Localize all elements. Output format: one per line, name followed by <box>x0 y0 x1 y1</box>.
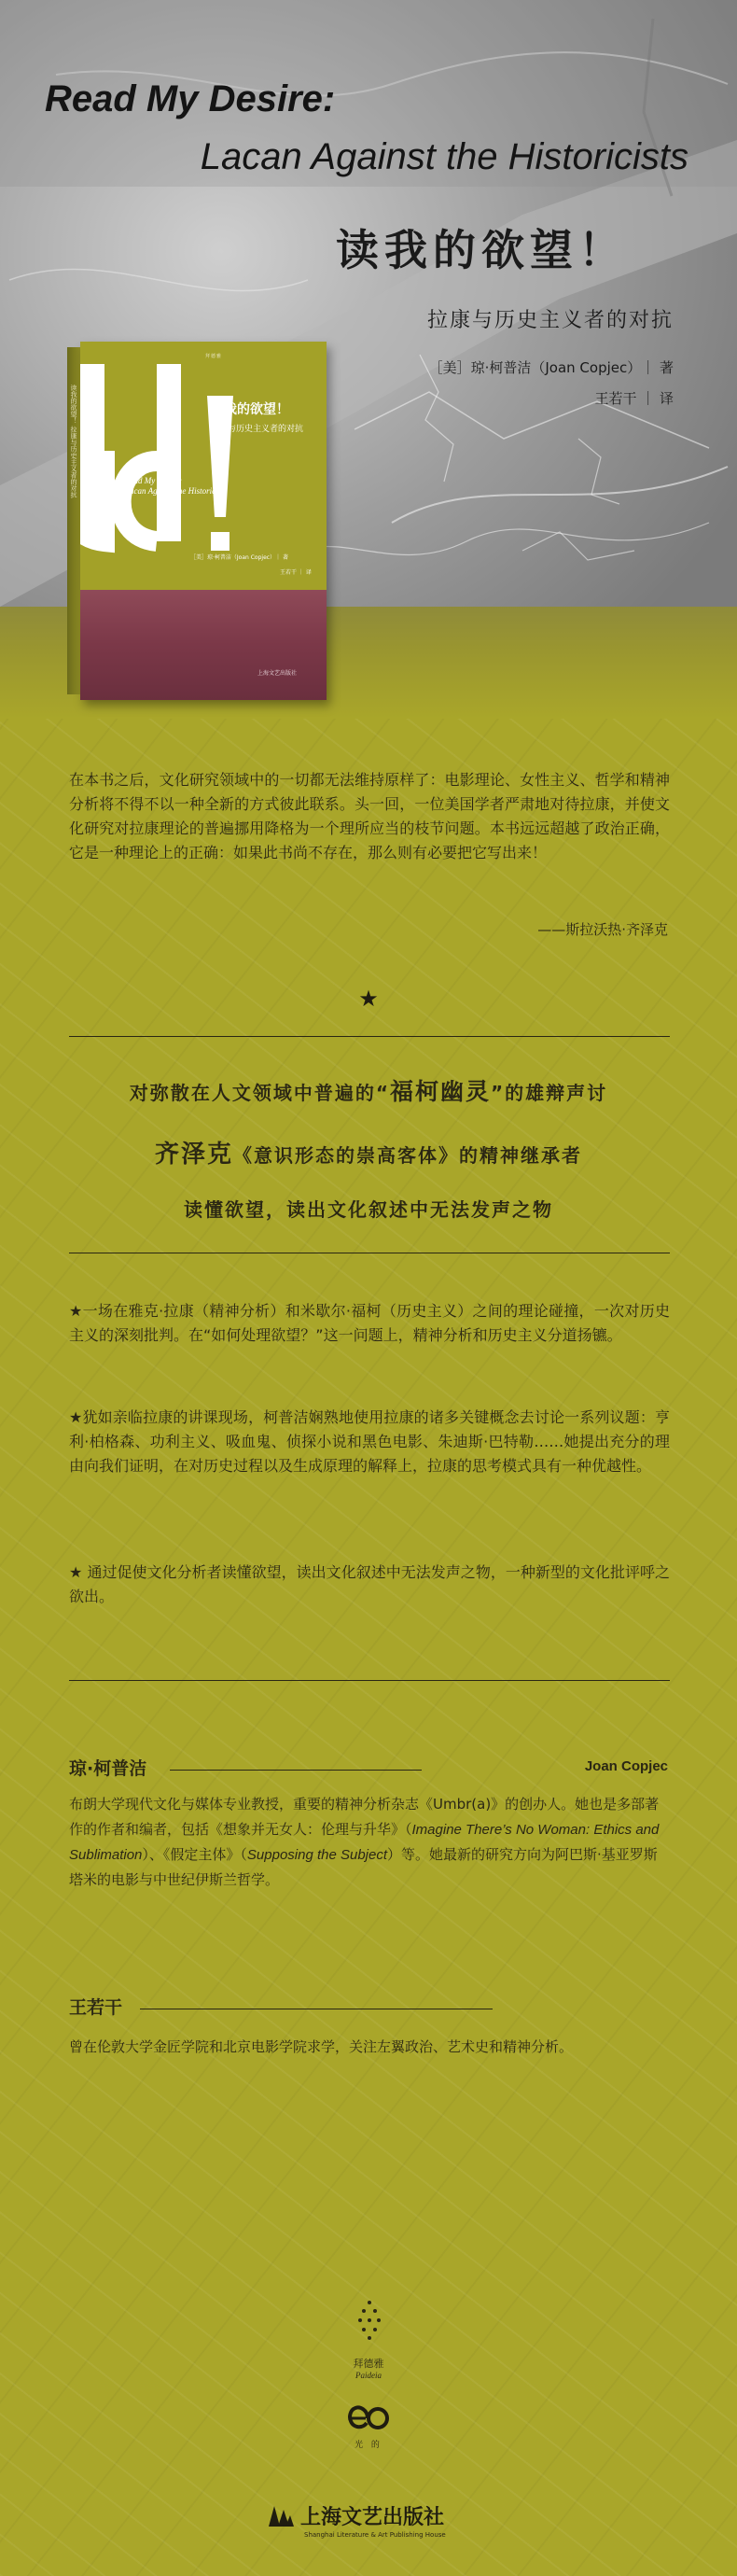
highlight-line-2 <box>0 1135 737 1169</box>
book-cover-image <box>67 342 327 700</box>
highlight-1-suffix: ”的雄辩声讨 <box>491 1082 608 1104</box>
author-bio-name-en: Joan Copjec <box>584 1758 668 1774</box>
book-spine-text: 读我的欲望！ 拉康与历史主义者的对抗 <box>70 385 77 498</box>
star-divider: ★ <box>358 986 379 1012</box>
book-subtitle-cn: 拉康与历史主义者的对抗 <box>211 425 304 434</box>
series-name: 拜德雅 <box>353 2358 384 2370</box>
hero-banner <box>0 0 737 719</box>
bullet-point-2: ★犹如亲临拉康的讲课现场，柯普洁娴熟地使用拉康的诸多关键概念去讨论一系列议题：亨利·柏格森、功利主义、吸血鬼、侦探小说和黑色电影、朱迪斯·巴特勒……她提出充分的理由向我们证明，在对历史过程以及生成原理的解释上，拉康的思考模式具有一种优越性。 <box>69 1408 670 1475</box>
translator-bio-name: 王若干 <box>69 1997 123 2018</box>
book-front <box>80 342 327 700</box>
author-credit: ［美］琼·柯普洁（Joan Copjec）｜ 著 <box>428 359 674 376</box>
author-bio-rule <box>170 1770 422 1771</box>
title-english-line-1: Read My Desire: <box>45 78 336 119</box>
subtitle-chinese: 拉康与历史主义者的对抗 <box>426 309 674 332</box>
bullet-point-3: ★ 通过促使文化分析者读懂欲望，读出文化叙述中无法发声之物，一种新型的文化批评呼之欲出。 <box>69 1563 670 1605</box>
bullet-point-1: ★一场在雅克·拉康（精神分析）和米歇尔·福柯（历史主义）之间的理论碰撞，一次对历史主义的深刻批判。在“如何处理欲望？”这一问题上，精神分析和历史主义分道扬镳。 <box>69 1302 670 1344</box>
highlight-2-emphasis: 齐泽克 <box>154 1141 233 1169</box>
highlight-2-rest: 《意识形态的崇高客体》的精神继承者 <box>233 1144 582 1167</box>
divider-rule <box>69 1036 670 1037</box>
book-publisher: 上海文艺出版社 <box>257 670 298 677</box>
author-bio-book-en-2: Supposing the Subject <box>246 1847 388 1863</box>
author-bio-text <box>69 1792 670 1893</box>
book-title-cn: 读我的欲望！ <box>211 402 289 417</box>
eo-logo <box>347 2402 390 2434</box>
divider-rule <box>69 1680 670 1681</box>
author-bio-part-1: 布朗大学现代文化与媒体专业教授，重要的精神分析杂志《Umbr(a)》的创办人。她也是多部著作的作者和编者，包括《想象并无女人：伦理与升华》（ <box>69 1796 660 1838</box>
author-bio-book-en-1: Imagine There’s No Woman: Ethics and Sublimation <box>69 1822 660 1863</box>
translator-bio-text: 曾在伦敦大学金匠学院和北京电影学院求学，关注左翼政治、艺术史和精神分析。 <box>69 2038 574 2055</box>
highlight-1-prefix: 对弥散在人文领域中普遍的“ <box>129 1082 390 1104</box>
book-author: ［美］琼·柯普洁（Joan Copjec）｜ 著 <box>190 554 288 561</box>
book-title-en-line-2: Lacan Against the Historicists <box>125 486 228 496</box>
publisher-name-en: Shanghai Literature & Art Publishing House <box>304 2531 446 2539</box>
title-chinese: 读我的欲望！ <box>336 225 627 275</box>
author-bio-part-3: ）等。她最新的研究方向为阿巴斯·基亚罗斯塔米的电影与中世纪伊斯兰哲学。 <box>69 1846 658 1888</box>
book-translator: 王若干 ｜ 译 <box>280 569 312 576</box>
highlight-line-3: 读懂欲望，读出文化叙述中无法发声之物 <box>184 1198 553 1221</box>
book-series-mark: 拜德雅 <box>205 354 223 359</box>
book-maroon-band <box>80 590 327 700</box>
translator-credit: 王若干 ｜ 译 <box>594 390 674 407</box>
paideia-dots-logo <box>358 2300 381 2352</box>
book-title-en-line-1: Read My Desire: <box>125 476 183 485</box>
publisher-logo <box>267 2501 444 2530</box>
series-name-en: Paideia <box>355 2371 382 2380</box>
eo-logo-label: 光 的 <box>355 2441 382 2450</box>
book-spine <box>67 347 80 694</box>
intro-paragraph: 在本书之后，文化研究领域中的一切都无法维持原样了：电影理论、女性主义、哲学和精神分析将不得不以一种全新的方式彼此联系。头一回，一位美国学者严肃地对待拉康，并使文化研究对拉康理论的普遍挪用降格为一个理所应当的枝节问题。本书远远超越了政治正确，它是一种理论上的正确：如果此书尚不存在，那么则有必要把它写出来！ <box>69 771 670 861</box>
title-english-line-2: Lacan Against the Historicists <box>200 136 688 177</box>
book-title-en <box>125 476 227 497</box>
publisher-name: 上海文艺出版社 <box>300 2505 445 2529</box>
author-bio-part-2: ）、《假定主体》（ <box>142 1846 247 1863</box>
highlight-line-1 <box>0 1073 737 1107</box>
intro-signature: ——斯拉沃热·齐泽克 <box>537 921 668 938</box>
publisher-mark-icon <box>267 2504 295 2528</box>
highlight-1-emphasis: 福柯幽灵 <box>389 1078 491 1105</box>
author-bio-name: 琼·柯普洁 <box>69 1758 147 1779</box>
